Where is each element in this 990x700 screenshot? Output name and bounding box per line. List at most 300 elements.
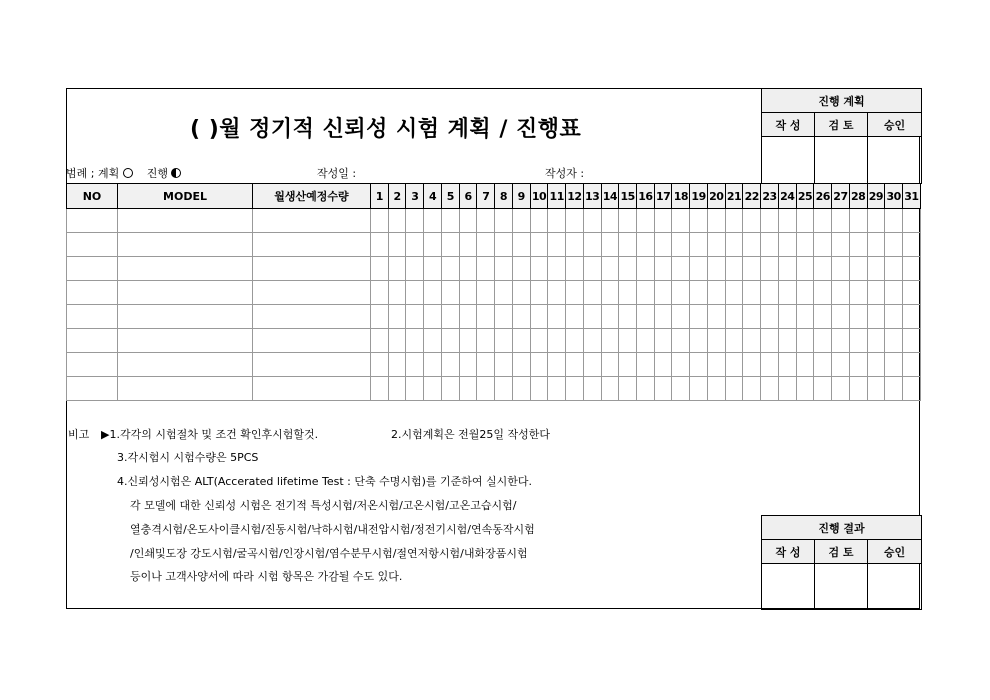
day-cell[interactable] — [637, 281, 655, 305]
day-cell[interactable] — [849, 353, 867, 377]
day-cell[interactable] — [406, 377, 424, 401]
day-cell[interactable] — [725, 281, 743, 305]
day-cell[interactable] — [832, 305, 850, 329]
day-cell[interactable] — [672, 353, 690, 377]
day-cell[interactable] — [761, 257, 779, 281]
table-row — [67, 329, 921, 353]
day-cell[interactable] — [885, 233, 903, 257]
day-cell[interactable] — [530, 233, 548, 257]
day-cell[interactable] — [672, 281, 690, 305]
day-cell[interactable] — [725, 305, 743, 329]
cell-monthly-qty[interactable] — [253, 209, 371, 233]
day-cell[interactable] — [583, 209, 601, 233]
day-cell[interactable] — [690, 305, 708, 329]
cell-model[interactable] — [118, 281, 253, 305]
cell-model[interactable] — [118, 305, 253, 329]
cell-model[interactable] — [118, 257, 253, 281]
day-cell[interactable] — [477, 209, 495, 233]
day-cell[interactable] — [512, 233, 530, 257]
day-cell[interactable] — [761, 329, 779, 353]
day-cell[interactable] — [672, 329, 690, 353]
day-cell[interactable] — [778, 377, 796, 401]
day-cell[interactable] — [672, 233, 690, 257]
day-cell[interactable] — [814, 209, 832, 233]
day-cell[interactable] — [566, 305, 584, 329]
day-cell[interactable] — [388, 329, 406, 353]
day-cell[interactable] — [832, 257, 850, 281]
day-cell[interactable] — [867, 233, 885, 257]
day-cell[interactable] — [885, 305, 903, 329]
cell-model[interactable] — [118, 329, 253, 353]
day-cell[interactable] — [707, 353, 725, 377]
table-row — [67, 233, 921, 257]
day-cell[interactable] — [743, 329, 761, 353]
cell-monthly-qty[interactable] — [253, 233, 371, 257]
cell-monthly-qty[interactable] — [253, 353, 371, 377]
day-cell[interactable] — [406, 209, 424, 233]
day-cell[interactable] — [583, 233, 601, 257]
remark-item-4: 4.신뢰성시험은 ALT(Accerated lifetime Test : 단축 수명시험)를 기준하여 실시한다. — [117, 475, 533, 488]
result-reviewer-sign[interactable] — [815, 564, 868, 610]
day-cell[interactable] — [761, 377, 779, 401]
day-cell[interactable] — [654, 305, 672, 329]
author-label: 작성자 : — [545, 167, 585, 180]
day-cell[interactable] — [832, 209, 850, 233]
day-cell[interactable] — [406, 329, 424, 353]
day-cell[interactable] — [867, 257, 885, 281]
day-cell[interactable] — [566, 281, 584, 305]
day-cell[interactable] — [424, 329, 442, 353]
plan-reviewer-sign[interactable] — [815, 137, 868, 184]
day-cell[interactable] — [459, 209, 477, 233]
cell-monthly-qty[interactable] — [253, 305, 371, 329]
day-cell[interactable] — [707, 329, 725, 353]
day-cell[interactable] — [388, 377, 406, 401]
day-cell[interactable] — [371, 377, 389, 401]
day-cell[interactable] — [867, 305, 885, 329]
day-cell[interactable] — [761, 209, 779, 233]
day-cell[interactable] — [814, 377, 832, 401]
day-cell[interactable] — [548, 257, 566, 281]
day-cell[interactable] — [512, 257, 530, 281]
day-cell[interactable] — [371, 233, 389, 257]
day-cell[interactable] — [743, 305, 761, 329]
day-cell[interactable] — [371, 281, 389, 305]
day-cell[interactable] — [654, 209, 672, 233]
day-cell[interactable] — [707, 377, 725, 401]
day-cell[interactable] — [690, 209, 708, 233]
day-cell[interactable] — [583, 353, 601, 377]
day-cell[interactable] — [761, 353, 779, 377]
result-writer-sign[interactable] — [762, 564, 815, 610]
day-cell[interactable] — [761, 233, 779, 257]
day-cell[interactable] — [441, 305, 459, 329]
day-cell[interactable] — [885, 257, 903, 281]
day-cell[interactable] — [512, 329, 530, 353]
day-cell[interactable] — [441, 257, 459, 281]
day-cell[interactable] — [867, 353, 885, 377]
day-cell[interactable] — [388, 209, 406, 233]
day-cell[interactable] — [530, 305, 548, 329]
day-cell[interactable] — [832, 281, 850, 305]
legend-label: 범례 ; 계획 — [66, 167, 120, 180]
day-cell[interactable] — [388, 305, 406, 329]
day-cell[interactable] — [459, 353, 477, 377]
day-cell[interactable] — [548, 329, 566, 353]
day-cell[interactable] — [849, 305, 867, 329]
day-cell[interactable] — [654, 329, 672, 353]
cell-model[interactable] — [118, 209, 253, 233]
day-header: 3 — [406, 184, 424, 209]
day-cell[interactable] — [406, 281, 424, 305]
day-cell[interactable] — [566, 233, 584, 257]
day-cell[interactable] — [796, 329, 814, 353]
day-cell[interactable] — [583, 257, 601, 281]
day-cell[interactable] — [566, 209, 584, 233]
legend-progress-label: 진행 — [146, 167, 168, 180]
day-cell[interactable] — [778, 305, 796, 329]
day-cell[interactable] — [814, 329, 832, 353]
cell-monthly-qty[interactable] — [253, 257, 371, 281]
day-cell[interactable] — [707, 281, 725, 305]
day-cell[interactable] — [903, 377, 921, 401]
day-cell[interactable] — [690, 353, 708, 377]
day-cell[interactable] — [388, 233, 406, 257]
day-cell[interactable] — [424, 353, 442, 377]
day-cell[interactable] — [903, 257, 921, 281]
day-cell[interactable] — [424, 305, 442, 329]
day-cell[interactable] — [619, 305, 637, 329]
day-cell[interactable] — [566, 353, 584, 377]
remark-line-5: 각 모델에 대한 신뢰성 시험은 전기적 특성시험/저온시험/고온시험/고온고습시험/ — [130, 499, 517, 512]
day-cell[interactable] — [725, 377, 743, 401]
day-cell[interactable] — [743, 281, 761, 305]
day-cell[interactable] — [743, 257, 761, 281]
day-cell[interactable] — [495, 209, 513, 233]
day-header: 8 — [495, 184, 513, 209]
day-cell[interactable] — [619, 257, 637, 281]
day-cell[interactable] — [885, 353, 903, 377]
plan-approval-box — [761, 88, 922, 184]
day-cell[interactable] — [601, 377, 619, 401]
day-cell[interactable] — [796, 353, 814, 377]
day-cell[interactable] — [778, 353, 796, 377]
day-cell[interactable] — [424, 233, 442, 257]
day-cell[interactable] — [406, 233, 424, 257]
day-cell[interactable] — [512, 353, 530, 377]
day-cell[interactable] — [743, 353, 761, 377]
day-cell[interactable] — [903, 209, 921, 233]
day-cell[interactable] — [654, 353, 672, 377]
day-cell[interactable] — [725, 233, 743, 257]
cell-model[interactable] — [118, 377, 253, 401]
day-cell[interactable] — [548, 281, 566, 305]
day-cell[interactable] — [566, 377, 584, 401]
cell-model[interactable] — [118, 233, 253, 257]
day-cell[interactable] — [796, 233, 814, 257]
day-cell[interactable] — [725, 353, 743, 377]
day-cell[interactable] — [903, 281, 921, 305]
day-cell[interactable] — [371, 329, 389, 353]
day-cell[interactable] — [778, 281, 796, 305]
day-cell[interactable] — [619, 281, 637, 305]
day-cell[interactable] — [441, 281, 459, 305]
day-cell[interactable] — [530, 353, 548, 377]
day-cell[interactable] — [707, 257, 725, 281]
day-cell[interactable] — [441, 377, 459, 401]
day-cell[interactable] — [512, 305, 530, 329]
remark-item-2: 2.시험계획은 전월25일 작성한다 — [391, 428, 550, 441]
day-cell[interactable] — [477, 281, 495, 305]
day-cell[interactable] — [583, 329, 601, 353]
day-cell[interactable] — [495, 257, 513, 281]
day-cell[interactable] — [707, 209, 725, 233]
day-cell[interactable] — [672, 305, 690, 329]
day-cell[interactable] — [583, 281, 601, 305]
day-cell[interactable] — [530, 329, 548, 353]
day-cell[interactable] — [441, 209, 459, 233]
day-cell[interactable] — [903, 305, 921, 329]
day-cell[interactable] — [477, 233, 495, 257]
day-cell[interactable] — [814, 233, 832, 257]
day-cell[interactable] — [548, 353, 566, 377]
cell-monthly-qty[interactable] — [253, 377, 371, 401]
result-approver-sign[interactable] — [868, 564, 922, 610]
day-cell[interactable] — [743, 209, 761, 233]
day-cell[interactable] — [654, 257, 672, 281]
day-cell[interactable] — [796, 305, 814, 329]
day-cell[interactable] — [885, 329, 903, 353]
day-cell[interactable] — [619, 353, 637, 377]
day-cell[interactable] — [548, 377, 566, 401]
day-cell[interactable] — [371, 209, 389, 233]
cell-no[interactable] — [67, 377, 118, 401]
day-cell[interactable] — [654, 233, 672, 257]
day-cell[interactable] — [371, 305, 389, 329]
day-cell[interactable] — [459, 377, 477, 401]
cell-monthly-qty[interactable] — [253, 329, 371, 353]
day-cell[interactable] — [867, 281, 885, 305]
day-cell[interactable] — [849, 377, 867, 401]
day-cell[interactable] — [459, 233, 477, 257]
day-cell[interactable] — [725, 329, 743, 353]
day-cell[interactable] — [796, 209, 814, 233]
day-cell[interactable] — [849, 257, 867, 281]
day-cell[interactable] — [601, 209, 619, 233]
day-cell[interactable] — [867, 209, 885, 233]
day-cell[interactable] — [459, 305, 477, 329]
day-cell[interactable] — [672, 377, 690, 401]
day-cell[interactable] — [548, 305, 566, 329]
day-cell[interactable] — [371, 353, 389, 377]
plan-approver-sign[interactable] — [868, 137, 922, 184]
cell-no[interactable] — [67, 305, 118, 329]
day-cell[interactable] — [566, 329, 584, 353]
day-cell[interactable] — [530, 257, 548, 281]
day-cell[interactable] — [388, 257, 406, 281]
result-writer-label: 작 성 — [762, 540, 815, 564]
day-cell[interactable] — [619, 233, 637, 257]
day-header: 6 — [459, 184, 477, 209]
day-cell[interactable] — [778, 329, 796, 353]
day-cell[interactable] — [849, 281, 867, 305]
day-cell[interactable] — [690, 281, 708, 305]
day-cell[interactable] — [548, 233, 566, 257]
day-cell[interactable] — [424, 257, 442, 281]
day-cell[interactable] — [690, 377, 708, 401]
day-header: 28 — [849, 184, 867, 209]
day-cell[interactable] — [601, 233, 619, 257]
day-cell[interactable] — [371, 257, 389, 281]
day-cell[interactable] — [583, 305, 601, 329]
day-cell[interactable] — [743, 233, 761, 257]
day-cell[interactable] — [832, 233, 850, 257]
cell-no[interactable] — [67, 233, 118, 257]
day-cell[interactable] — [477, 329, 495, 353]
day-cell[interactable] — [743, 377, 761, 401]
day-cell[interactable] — [903, 353, 921, 377]
day-cell[interactable] — [388, 281, 406, 305]
day-cell[interactable] — [477, 377, 495, 401]
day-header: 7 — [477, 184, 495, 209]
day-cell[interactable] — [601, 329, 619, 353]
cell-no[interactable] — [67, 329, 118, 353]
day-cell[interactable] — [495, 377, 513, 401]
day-header: 2 — [388, 184, 406, 209]
day-cell[interactable] — [690, 257, 708, 281]
day-cell[interactable] — [814, 353, 832, 377]
day-cell[interactable] — [637, 257, 655, 281]
day-cell[interactable] — [885, 281, 903, 305]
day-cell[interactable] — [796, 377, 814, 401]
day-cell[interactable] — [637, 209, 655, 233]
day-cell[interactable] — [725, 209, 743, 233]
day-cell[interactable] — [424, 377, 442, 401]
day-cell[interactable] — [637, 329, 655, 353]
day-cell[interactable] — [849, 329, 867, 353]
day-cell[interactable] — [778, 209, 796, 233]
day-cell[interactable] — [796, 257, 814, 281]
day-cell[interactable] — [459, 329, 477, 353]
day-cell[interactable] — [530, 377, 548, 401]
day-cell[interactable] — [406, 305, 424, 329]
day-cell[interactable] — [441, 353, 459, 377]
day-cell[interactable] — [832, 377, 850, 401]
day-cell[interactable] — [707, 305, 725, 329]
day-cell[interactable] — [637, 377, 655, 401]
day-cell[interactable] — [672, 257, 690, 281]
day-cell[interactable] — [477, 257, 495, 281]
day-cell[interactable] — [885, 209, 903, 233]
day-cell[interactable] — [388, 353, 406, 377]
day-cell[interactable] — [477, 353, 495, 377]
day-header: 14 — [601, 184, 619, 209]
day-cell[interactable] — [761, 305, 779, 329]
day-cell[interactable] — [849, 233, 867, 257]
day-cell[interactable] — [654, 377, 672, 401]
day-header: 18 — [672, 184, 690, 209]
day-cell[interactable] — [459, 257, 477, 281]
day-cell[interactable] — [583, 377, 601, 401]
day-cell[interactable] — [601, 305, 619, 329]
day-cell[interactable] — [495, 281, 513, 305]
table-row — [67, 305, 921, 329]
day-cell[interactable] — [406, 257, 424, 281]
day-cell[interactable] — [707, 233, 725, 257]
cell-no[interactable] — [67, 353, 118, 377]
day-cell[interactable] — [477, 305, 495, 329]
cell-model[interactable] — [118, 353, 253, 377]
cell-no[interactable] — [67, 209, 118, 233]
day-cell[interactable] — [832, 353, 850, 377]
cell-no[interactable] — [67, 281, 118, 305]
day-cell[interactable] — [619, 329, 637, 353]
day-cell[interactable] — [512, 377, 530, 401]
day-cell[interactable] — [761, 281, 779, 305]
day-cell[interactable] — [867, 377, 885, 401]
day-cell[interactable] — [566, 257, 584, 281]
cell-monthly-qty[interactable] — [253, 281, 371, 305]
day-cell[interactable] — [495, 353, 513, 377]
day-cell[interactable] — [424, 281, 442, 305]
day-cell[interactable] — [654, 281, 672, 305]
day-cell[interactable] — [495, 305, 513, 329]
day-cell[interactable] — [441, 329, 459, 353]
day-cell[interactable] — [814, 281, 832, 305]
day-cell[interactable] — [619, 209, 637, 233]
day-cell[interactable] — [903, 233, 921, 257]
day-cell[interactable] — [885, 377, 903, 401]
day-cell[interactable] — [530, 209, 548, 233]
day-cell[interactable] — [601, 281, 619, 305]
day-cell[interactable] — [690, 329, 708, 353]
day-cell[interactable] — [530, 281, 548, 305]
day-cell[interactable] — [424, 209, 442, 233]
day-cell[interactable] — [903, 329, 921, 353]
day-cell[interactable] — [459, 281, 477, 305]
day-cell[interactable] — [814, 257, 832, 281]
day-cell[interactable] — [441, 233, 459, 257]
progress-half-circle-icon — [171, 168, 181, 178]
day-cell[interactable] — [495, 329, 513, 353]
day-cell[interactable] — [637, 353, 655, 377]
cell-no[interactable] — [67, 257, 118, 281]
day-cell[interactable] — [672, 209, 690, 233]
day-cell[interactable] — [690, 233, 708, 257]
day-cell[interactable] — [406, 353, 424, 377]
day-cell[interactable] — [601, 353, 619, 377]
col-header-model: MODEL — [118, 184, 253, 209]
day-cell[interactable] — [637, 233, 655, 257]
day-cell[interactable] — [512, 209, 530, 233]
day-cell[interactable] — [601, 257, 619, 281]
day-cell[interactable] — [796, 281, 814, 305]
day-cell[interactable] — [725, 257, 743, 281]
day-cell[interactable] — [814, 305, 832, 329]
day-cell[interactable] — [548, 209, 566, 233]
day-cell[interactable] — [778, 233, 796, 257]
col-header-monthly-qty: 월생산예정수량 — [253, 184, 371, 209]
day-cell[interactable] — [495, 233, 513, 257]
day-cell[interactable] — [512, 281, 530, 305]
day-cell[interactable] — [867, 329, 885, 353]
day-cell[interactable] — [832, 329, 850, 353]
plan-writer-sign[interactable] — [762, 137, 815, 184]
day-cell[interactable] — [849, 209, 867, 233]
day-cell[interactable] — [637, 305, 655, 329]
day-cell[interactable] — [778, 257, 796, 281]
day-cell[interactable] — [619, 377, 637, 401]
